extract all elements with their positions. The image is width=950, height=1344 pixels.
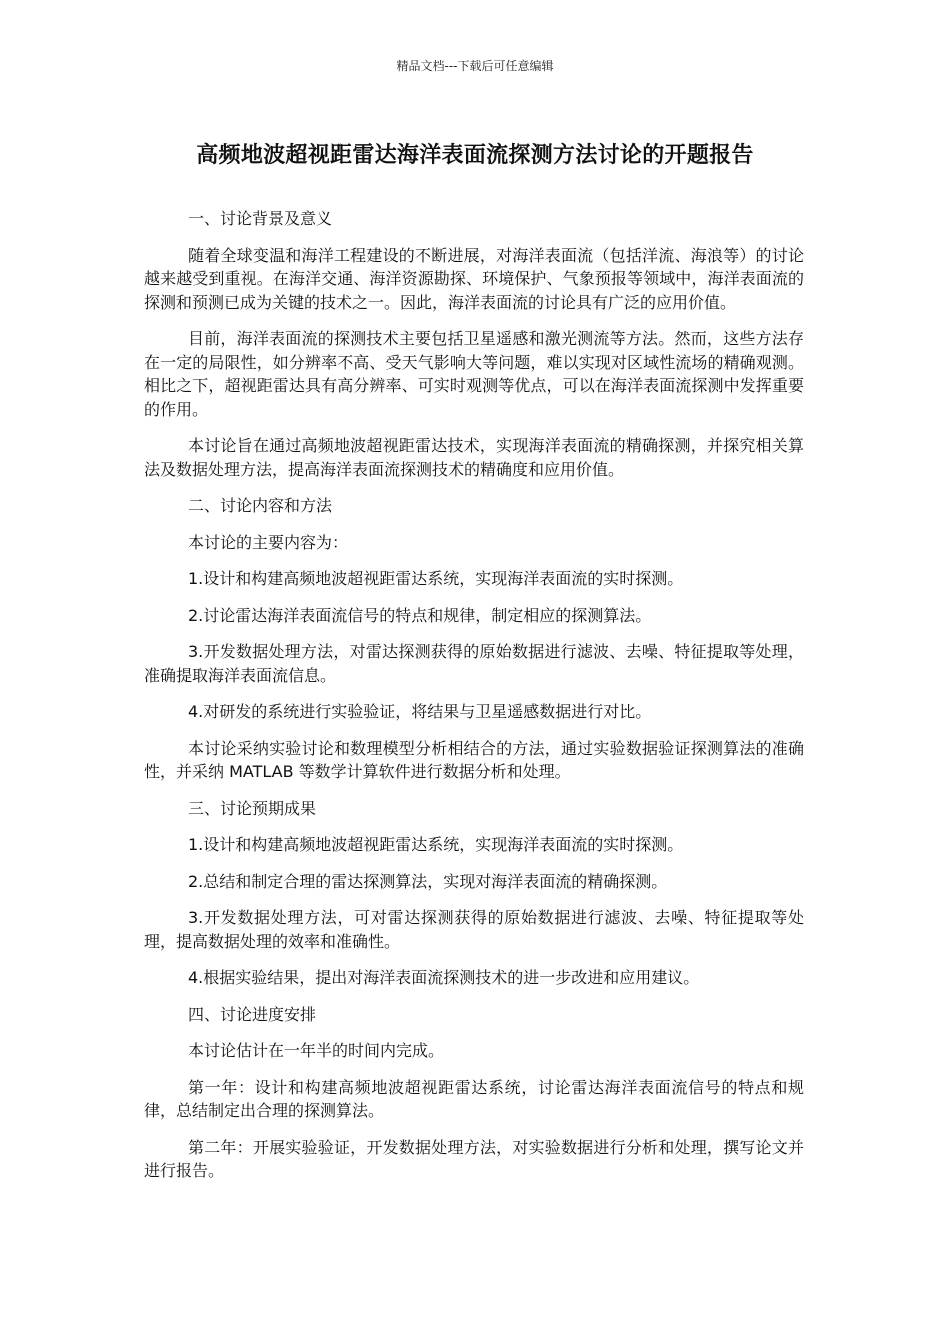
paragraph: 本讨论估计在一年半的时间内完成。 [188, 1041, 445, 1060]
paragraph: 本讨论旨在通过高频地波超视距雷达技术，实现海洋表面流的精确探测，并探究相关算法及数据处理方法，提高海洋表面流探测技术的精确度和应用价值。 [144, 436, 804, 479]
list-item: 4.根据实验结果，提出对海洋表面流探测技术的进一步改进和应用建议。 [188, 968, 700, 987]
list-item: 1.设计和构建高频地波超视距雷达系统，实现海洋表面流的实时探测。 [188, 835, 684, 854]
page-header: 精品文档---下载后可任意编辑 [396, 59, 554, 73]
paragraph: 随着全球变温和海洋工程建设的不断进展，对海洋表面流（包括洋流、海浪等）的讨论越来越受到重视。在海洋交通、海洋资源勘探、环境保护、气象预报等领域中，海洋表面流的探测和预测已成为关键的技术之一。因此，海洋表面流的讨论具有广泛的应用价值。 [144, 245, 804, 312]
list-item: 3.开发数据处理方法，对雷达探测获得的原始数据进行滤波、去噪、特征提取等处理，准确提取海洋表面流信息。 [144, 642, 804, 685]
section-heading-2: 二、讨论内容和方法 [188, 496, 333, 515]
section-heading-1: 一、讨论背景及意义 [188, 209, 333, 228]
paragraph: 本讨论的主要内容为： [188, 532, 349, 552]
paragraph: 目前，海洋表面流的探测技术主要包括卫星遥感和激光测流等方法。然而，这些方法存在一定的局限性，如分辨率不高、受天气影响大等问题，难以实现对区域性流场的精确观测。相比之下，超视距雷达具有高分辨率、可实时观测等优点，可以在海洋表面流探测中发挥重要的作用。 [144, 329, 804, 419]
section-heading-4: 四、讨论进度安排 [188, 1004, 317, 1024]
paragraph: 本讨论采纳实验讨论和数理模型分析相结合的方法，通过实验数据验证探测算法的准确性，并采纳 MATLAB 等数学计算软件进行数据分析和处理。 [144, 738, 804, 781]
list-item: 2.讨论雷达海洋表面流信号的特点和规律，制定相应的探测算法。 [188, 605, 652, 625]
section-heading-3: 三、讨论预期成果 [188, 798, 317, 818]
document-title: 高频地波超视距雷达海洋表面流探测方法讨论的开题报告 [196, 143, 754, 168]
list-item: 4.对研发的系统进行实验验证，将结果与卫星遥感数据进行对比。 [188, 702, 652, 721]
paragraph: 第一年：设计和构建高频地波超视距雷达系统，讨论雷达海洋表面流信号的特点和规律，总结制定出合理的探测算法。 [144, 1077, 804, 1120]
list-item: 1.设计和构建高频地波超视距雷达系统，实现海洋表面流的实时探测。 [188, 569, 684, 588]
document-body [144, 207, 804, 1196]
list-item: 3.开发数据处理方法，可对雷达探测获得的原始数据进行滤波、去噪、特征提取等处理，提高数据处理的效率和准确性。 [144, 908, 804, 951]
paragraph: 第二年：开展实验验证，开发数据处理方法，对实验数据进行分析和处理，撰写论文并进行报告。 [144, 1137, 804, 1180]
list-item: 2.总结和制定合理的雷达探测算法，实现对海洋表面流的精确探测。 [188, 871, 668, 891]
